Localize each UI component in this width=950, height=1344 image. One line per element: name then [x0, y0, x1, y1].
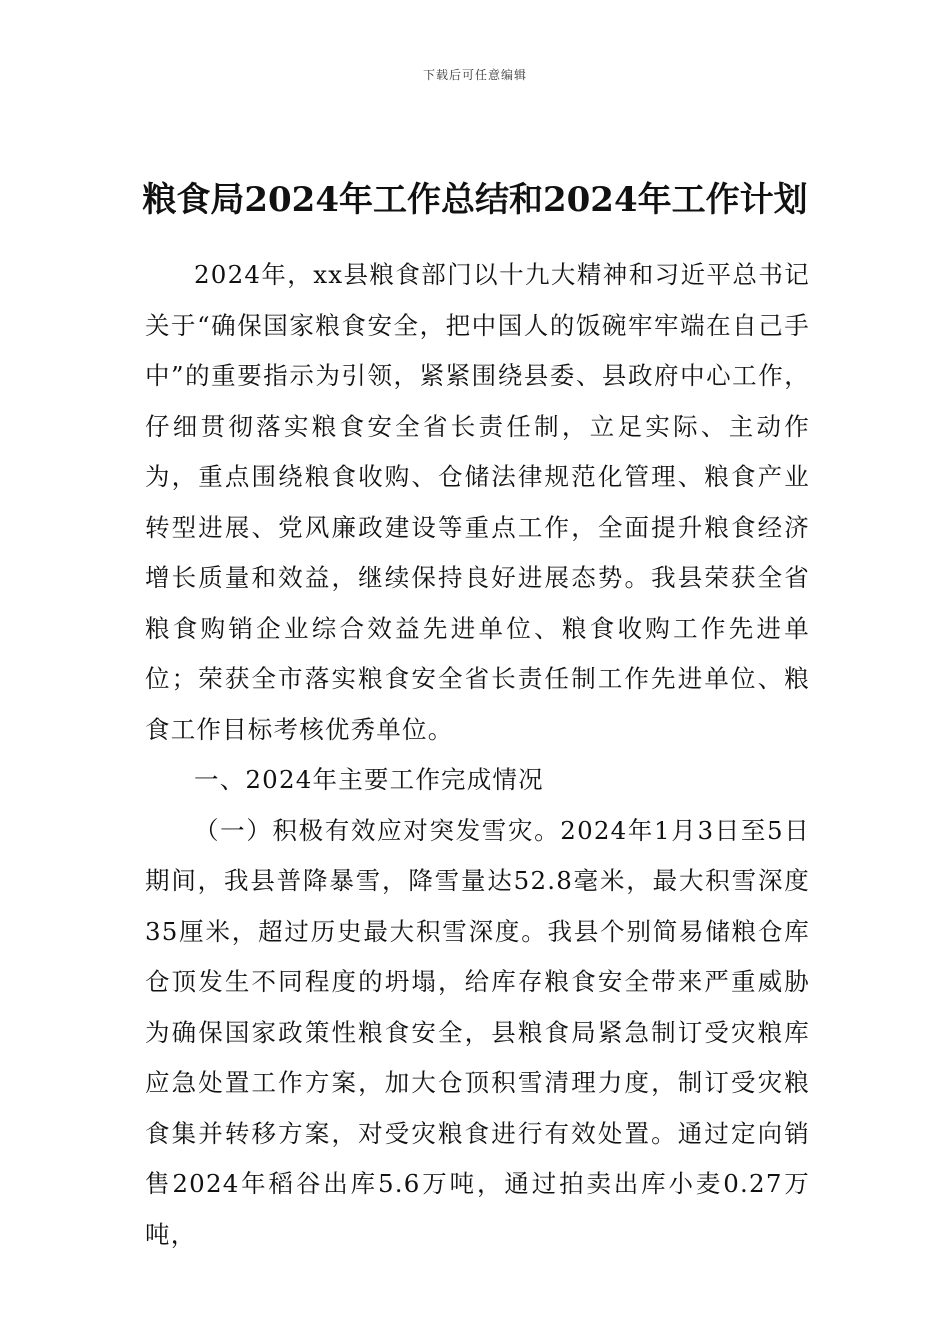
document-body — [145, 250, 810, 1260]
subsection-paragraph: （一）积极有效应对突发雪灾。2024年1月3日至5日期间，我县普降暴雪，降雪量达52.8毫米，最大积雪深度35厘米，超过历史最大积雪深度。我县个别简易储粮仓库仓顶发生不同程度的坍塌，给库存粮食安全带来严重威胁为确保国家政策性粮食安全，县粮食局紧急制订受灾粮库应急处置工作方案，加大仓顶积雪清理力度，制订受灾粮食集并转移方案，对受灾粮食进行有效处置。通过定向销售2024年稻谷出库5.6万吨，通过拍卖出库小麦0.27万吨， — [145, 815, 810, 1249]
document-title: 粮食局2024年工作总结和2024年工作计划 — [142, 180, 808, 220]
section-heading: 一、2024年主要工作完成情况 — [194, 765, 544, 794]
intro-paragraph: 2024年，xx县粮食部门以十九大精神和习近平总书记关于“确保国家粮食安全，把中国人的饭碗牢牢端在自己手中”的重要指示为引领，紧紧围绕县委、县政府中心工作，仔细贯彻落实粮食安全省长责任制，立足实际、主动作为，重点围绕粮食收购、仓储法律规范化管理、粮食产业转型进展、党风廉政建设等重点工作，全面提升粮食经济增长质量和效益，继续保持良好进展态势。我县荣获全省粮食购销企业综合效益先进单位、粮食收购工作先进单位；荣获全市落实粮食安全省长责任制工作先进单位、粮食工作目标考核优秀单位。 — [145, 260, 810, 744]
header-note: 下载后可任意编辑 — [422, 68, 527, 82]
